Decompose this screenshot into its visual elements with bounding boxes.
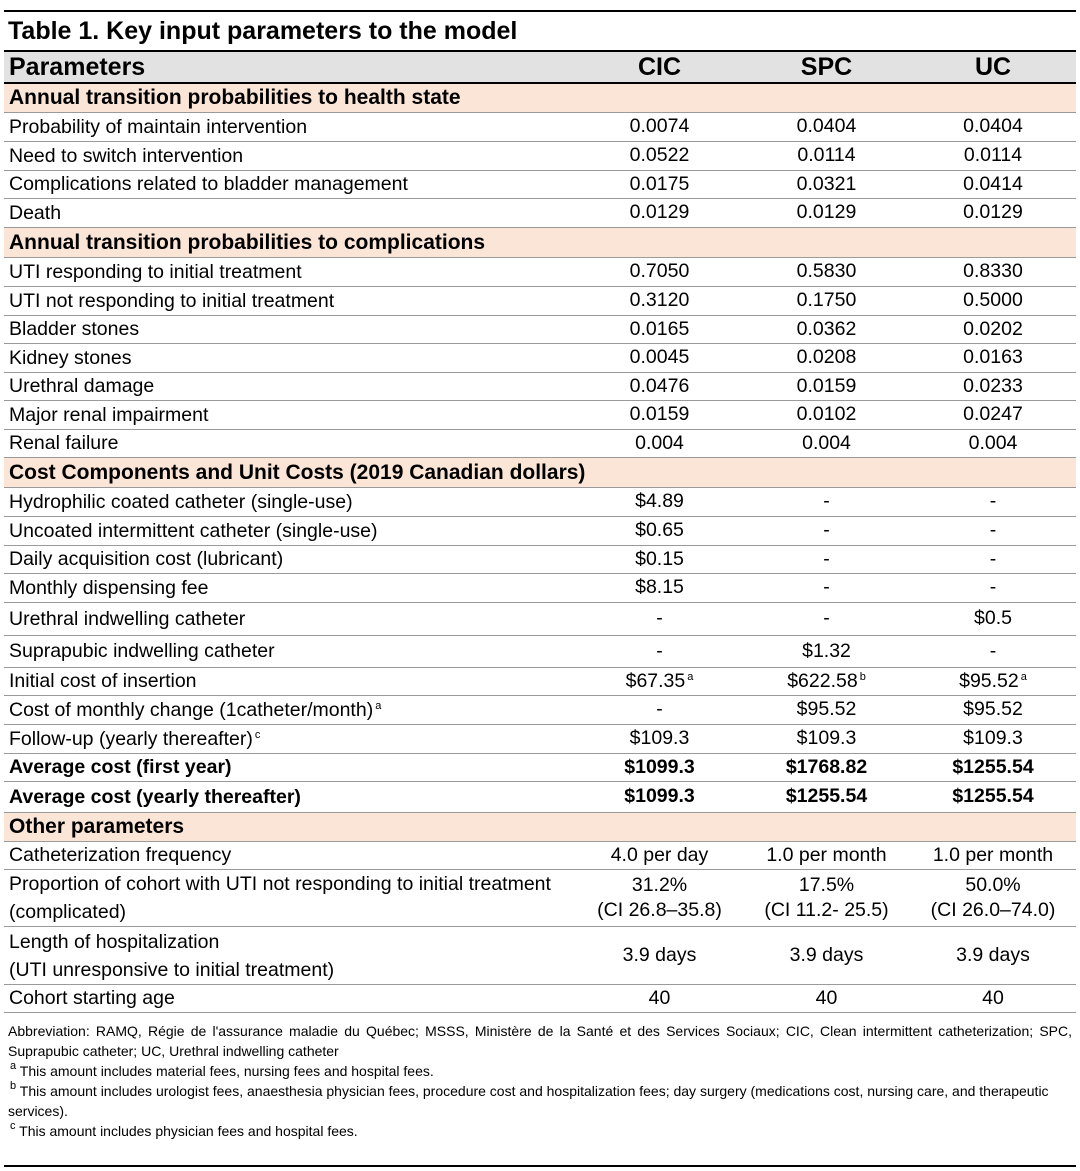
value-cic-text: 0.0045 xyxy=(629,346,690,369)
parameter-label xyxy=(4,231,576,255)
value-cic xyxy=(576,606,743,631)
value-cic xyxy=(576,288,743,313)
value-uc-text: 0.0247 xyxy=(963,403,1023,426)
value-cic xyxy=(576,873,743,924)
parameter-label-text: Death xyxy=(9,201,62,224)
value-spc xyxy=(743,726,910,751)
table-row xyxy=(4,287,1076,316)
section-row xyxy=(4,458,1076,488)
table-row xyxy=(4,696,1076,725)
value-footnote-marker: a xyxy=(1020,670,1027,683)
parameter-label-text: Cost Components and Unit Costs (2019 Canadian dollars) xyxy=(9,460,586,484)
value-cic xyxy=(576,114,743,139)
value-spc-text: 0.0208 xyxy=(796,346,857,369)
value-spc-text: $1255.54 xyxy=(785,785,868,808)
value-cic-text: 31.2% xyxy=(631,873,688,896)
value-cic-text: - xyxy=(656,607,663,630)
parameter-label xyxy=(4,870,576,926)
parameter-label xyxy=(4,290,576,313)
parameter-label-text: UTI responding to initial treatment xyxy=(9,260,302,283)
parameter-label-text: Daily acquisition cost (lubricant) xyxy=(9,548,284,570)
parameter-label-text: Annual transition probabilities to health state xyxy=(9,86,461,109)
value-cic xyxy=(576,726,743,751)
value-spc-text: 1.0 per month xyxy=(766,843,887,866)
value-uc-text: $95.52 xyxy=(963,698,1023,721)
value-spc xyxy=(743,873,910,924)
value-uc xyxy=(910,575,1076,600)
parameter-label xyxy=(4,460,586,485)
value-uc xyxy=(910,172,1076,197)
value-spc xyxy=(743,345,910,370)
value-uc xyxy=(910,943,1076,968)
value-spc xyxy=(743,143,910,168)
table-row xyxy=(4,488,1076,517)
parameter-label-text: Hydrophilic coated catheter (single-use) xyxy=(9,490,353,513)
parameter-label-text: Cost of monthly change (1catheter/month) xyxy=(9,698,374,721)
value-cic-text: $0.15 xyxy=(635,547,684,570)
value-spc xyxy=(743,697,910,722)
parameter-label-text: Uncoated intermittent catheter (single-use) xyxy=(9,519,378,542)
value-uc-text: $1255.54 xyxy=(952,785,1034,808)
parameter-label xyxy=(4,699,576,722)
value-spc-text: 0.5830 xyxy=(796,260,857,283)
table-row xyxy=(4,316,1076,344)
value-uc-text: $95.52 xyxy=(959,669,1019,692)
value-spc-text: $109.3 xyxy=(796,727,857,750)
value-uc-text: 0.004 xyxy=(968,431,1018,454)
value-uc-text: 0.8330 xyxy=(963,260,1023,283)
parameter-label-text: Proportion of cohort with UTI not responding to initial treatment (complicated) xyxy=(9,873,551,923)
table-row xyxy=(4,171,1076,199)
bottom-rule xyxy=(4,1165,1076,1167)
value-spc-text: - xyxy=(823,547,830,570)
value-uc xyxy=(910,317,1076,342)
table-row xyxy=(4,344,1076,373)
table-row xyxy=(4,199,1076,228)
value-cic-ci: (CI 26.8–35.8) xyxy=(597,899,722,921)
parameter-label xyxy=(4,786,576,809)
value-spc xyxy=(743,317,910,342)
value-uc-text: 0.0202 xyxy=(963,317,1023,340)
value-cic-text: $1099.3 xyxy=(624,785,695,808)
parameter-label-text: Other parameters xyxy=(9,815,185,838)
value-spc xyxy=(743,606,910,631)
value-spc-text: 0.0114 xyxy=(797,144,856,167)
value-spc-text: $1768.82 xyxy=(785,755,868,778)
footnote-c-marker: c xyxy=(10,1120,16,1132)
value-cic-text: $67.35 xyxy=(625,669,686,692)
value-spc-text: 3.9 days xyxy=(789,943,864,966)
table-row xyxy=(4,754,1076,782)
value-uc xyxy=(910,431,1076,456)
header-uc: UC xyxy=(974,52,1012,81)
value-spc xyxy=(743,639,910,664)
value-cic-text: - xyxy=(656,698,663,721)
value-uc xyxy=(910,669,1076,694)
value-uc xyxy=(910,697,1076,722)
parameter-label xyxy=(4,375,576,398)
value-cic xyxy=(576,172,743,197)
parameter-label-line2: (UTI unresponsive to initial treatment) xyxy=(9,958,335,981)
table-title: Table 1. Key input parameters to the model xyxy=(8,17,518,45)
value-uc xyxy=(910,843,1076,868)
parameter-label xyxy=(4,318,576,341)
value-uc xyxy=(910,518,1076,543)
header-spc: SPC xyxy=(800,52,853,81)
table-row xyxy=(4,401,1076,430)
value-uc xyxy=(910,755,1076,780)
value-spc xyxy=(743,755,910,780)
value-cic xyxy=(576,697,743,722)
value-uc-text: $109.3 xyxy=(963,727,1023,750)
value-cic-text: 0.0522 xyxy=(629,144,690,167)
value-cic-text: $8.15 xyxy=(635,576,684,599)
value-uc-text: $0.5 xyxy=(974,607,1012,630)
value-cic-text: 0.7050 xyxy=(629,260,690,283)
value-cic xyxy=(576,986,743,1011)
value-uc-text: - xyxy=(989,519,997,542)
parameter-label xyxy=(4,844,576,867)
header-parameters: Parameters xyxy=(9,52,146,81)
value-spc xyxy=(743,943,910,968)
table-row xyxy=(4,113,1076,142)
parameter-label-text: Bladder stones xyxy=(9,318,140,340)
value-spc xyxy=(743,259,910,284)
section-row xyxy=(4,813,1076,842)
parameter-label xyxy=(4,548,576,571)
value-footnote-marker: b xyxy=(859,670,866,683)
value-uc xyxy=(910,143,1076,168)
parameter-label-text: Cohort starting age xyxy=(9,987,175,1009)
value-cic xyxy=(576,575,743,600)
value-spc-text: - xyxy=(823,490,830,513)
value-spc xyxy=(743,172,910,197)
value-spc-text: 0.0102 xyxy=(796,403,857,426)
value-cic xyxy=(576,943,743,968)
parameter-label-text: Catheterization frequency xyxy=(9,844,232,866)
value-spc-text: 0.0321 xyxy=(796,172,857,195)
table-row xyxy=(4,142,1076,171)
value-cic xyxy=(576,402,743,427)
value-uc-text: 0.0114 xyxy=(963,144,1023,167)
parameter-label-text: Kidney stones xyxy=(9,346,132,369)
value-cic-text: 4.0 per day xyxy=(610,843,709,866)
parameter-label xyxy=(4,815,576,839)
value-cic xyxy=(576,843,743,868)
value-uc-text: 0.0129 xyxy=(963,201,1023,224)
footnote-a xyxy=(8,1061,1072,1081)
table-row xyxy=(4,985,1076,1013)
value-uc-text: 0.0414 xyxy=(963,172,1023,195)
value-spc xyxy=(743,402,910,427)
top-rule xyxy=(4,10,1076,12)
value-spc-text: 0.0129 xyxy=(796,201,857,224)
table-row xyxy=(4,927,1076,985)
table-row xyxy=(4,258,1076,287)
value-cic-text: 0.0175 xyxy=(629,172,690,195)
value-uc xyxy=(910,547,1076,572)
value-uc-text: $1255.54 xyxy=(952,755,1034,778)
value-uc-text: - xyxy=(989,547,997,570)
value-uc-text: - xyxy=(989,490,997,513)
parameter-label-text: Annual transition probabilities to complications xyxy=(9,230,486,254)
parameter-label-text: Length of hospitalization xyxy=(9,930,220,953)
parameter-label-text: Monthly dispensing fee xyxy=(9,576,209,599)
value-uc xyxy=(910,114,1076,139)
value-spc-text: 17.5% xyxy=(798,873,855,896)
footnote-b-marker: b xyxy=(10,1080,17,1092)
value-spc-text: 0.0159 xyxy=(796,374,857,397)
parameter-label xyxy=(4,347,576,370)
parameter-label xyxy=(4,928,576,984)
value-spc xyxy=(743,288,910,313)
table-row xyxy=(4,842,1076,870)
value-uc-text: - xyxy=(989,576,997,599)
parameter-label-text: Suprapubic indwelling catheter xyxy=(9,640,275,662)
parameter-label-text: Initial cost of insertion xyxy=(9,670,197,692)
footnote-a-marker: a xyxy=(10,1060,17,1072)
parameter-label xyxy=(4,728,576,751)
value-cic xyxy=(576,755,743,780)
value-uc-text: 0.0163 xyxy=(963,346,1023,369)
parameter-label-text: UTI not responding to initial treatment xyxy=(9,289,335,312)
value-spc-ci: (CI 11.2- 25.5) xyxy=(764,899,889,921)
parameter-label-text: Renal failure xyxy=(9,432,119,454)
value-spc-text: - xyxy=(823,576,830,599)
footnote-c-text: This amount includes physician fees and hospital fees. xyxy=(19,1123,358,1139)
value-cic xyxy=(576,200,743,225)
value-cic-text: $4.89 xyxy=(635,490,684,513)
parameter-label xyxy=(4,173,576,196)
value-cic-text: 0.0476 xyxy=(629,374,690,397)
table-body xyxy=(4,84,1076,1013)
parameter-label-text: Average cost (first year) xyxy=(9,756,232,778)
value-uc-text: 40 xyxy=(982,986,1004,1009)
parameter-label xyxy=(4,404,576,427)
value-cic xyxy=(576,547,743,572)
table-row xyxy=(4,636,1076,668)
value-uc-text: - xyxy=(989,639,997,662)
value-cic xyxy=(576,518,743,543)
value-uc xyxy=(910,489,1076,514)
value-spc xyxy=(743,114,910,139)
value-cic-text: 0.0159 xyxy=(629,403,690,426)
table-row xyxy=(4,870,1076,927)
table-row xyxy=(4,574,1076,603)
table-footnotes xyxy=(8,1021,1072,1141)
footnote-b-text: This amount includes urologist fees, anaesthesia physician fees, procedure cost and hospitalization fees; day surgery (medications cost, nursing care, and therapeutic services). xyxy=(8,1083,1049,1119)
value-spc-text: 0.004 xyxy=(802,431,851,454)
value-uc xyxy=(910,639,1076,664)
value-cic xyxy=(576,431,743,456)
table-row xyxy=(4,546,1076,574)
footnote-b xyxy=(8,1081,1072,1121)
value-uc-text: 0.0233 xyxy=(963,374,1023,397)
parameter-label xyxy=(4,202,576,225)
parameter-label xyxy=(4,520,576,543)
value-uc xyxy=(910,726,1076,751)
value-cic-text: 0.0129 xyxy=(629,201,690,224)
header-cic: CIC xyxy=(637,52,682,81)
parameter-label xyxy=(4,86,576,110)
parameter-label xyxy=(4,640,576,663)
value-spc-text: $95.52 xyxy=(796,698,857,721)
parameter-label-text: Complications related to bladder management xyxy=(9,173,408,195)
value-uc xyxy=(910,986,1076,1011)
value-cic-text: $1099.3 xyxy=(624,755,695,778)
parameter-label xyxy=(4,756,576,779)
table-row xyxy=(4,668,1076,696)
parameter-label-text: Probability of maintain intervention xyxy=(9,115,308,138)
value-uc xyxy=(910,259,1076,284)
section-row xyxy=(4,84,1076,113)
value-cic xyxy=(576,317,743,342)
value-spc xyxy=(743,986,910,1011)
value-uc-text: 0.5000 xyxy=(963,289,1023,312)
value-spc-text: - xyxy=(823,519,830,542)
value-cic-text: 40 xyxy=(648,986,671,1009)
value-spc-text: $622.58 xyxy=(787,669,858,692)
parameter-label-text: Urethral damage xyxy=(9,375,155,397)
parameter-label-text: Urethral indwelling catheter xyxy=(9,607,246,630)
value-spc-text: 0.0404 xyxy=(796,115,857,138)
parameter-label-text: Follow-up (yearly thereafter) xyxy=(9,727,253,750)
label-footnote-marker: a xyxy=(375,699,382,712)
value-spc xyxy=(743,843,910,868)
value-uc-text: 1.0 per month xyxy=(932,843,1054,866)
value-uc-text: 0.0404 xyxy=(963,115,1023,138)
parameter-label xyxy=(4,577,576,600)
value-cic xyxy=(576,669,743,694)
value-cic-text: $0.65 xyxy=(635,519,684,542)
table-row xyxy=(4,373,1076,401)
value-cic xyxy=(576,259,743,284)
value-spc xyxy=(743,547,910,572)
footnote-c xyxy=(8,1121,1072,1141)
value-uc xyxy=(910,288,1076,313)
value-uc xyxy=(910,200,1076,225)
parameter-label-text: Average cost (yearly thereafter) xyxy=(9,785,301,808)
table-row xyxy=(4,725,1076,754)
parameter-label xyxy=(4,491,576,514)
value-cic-text: 0.3120 xyxy=(629,289,690,312)
value-uc xyxy=(910,606,1076,631)
value-spc-text: $1.32 xyxy=(802,639,851,662)
value-uc-text: 50.0% xyxy=(965,873,1021,896)
abbreviation-note: Abbreviation: RAMQ, Régie de l'assurance maladie du Québec; MSSS, Ministère de la Santé et des Services Sociaux; CIC, Clean intermittent catheterization; SPC, Suprapubic catheter; UC, Urethral indwelling catheter xyxy=(8,1023,1072,1059)
value-spc xyxy=(743,200,910,225)
value-spc xyxy=(743,374,910,399)
value-uc xyxy=(910,784,1076,809)
value-spc xyxy=(743,431,910,456)
value-uc-ci: (CI 26.0–74.0) xyxy=(930,899,1056,921)
value-uc xyxy=(910,374,1076,399)
value-spc xyxy=(743,489,910,514)
value-cic-text: $109.3 xyxy=(629,727,690,750)
value-footnote-marker: a xyxy=(687,670,694,683)
value-uc-text: 3.9 days xyxy=(956,943,1030,966)
parameter-label xyxy=(4,608,576,631)
table-header-row xyxy=(4,50,1076,84)
value-cic-text: - xyxy=(656,639,663,662)
parameter-label-text: Need to switch intervention xyxy=(9,144,244,167)
section-row xyxy=(4,228,1076,258)
parameter-label xyxy=(4,116,576,139)
value-spc xyxy=(743,784,910,809)
parameter-label xyxy=(4,670,576,693)
value-spc-text: 0.1750 xyxy=(796,289,857,312)
parameter-label xyxy=(4,145,576,168)
table-row xyxy=(4,603,1076,636)
footnote-a-text: This amount includes material fees, nursing fees and hospital fees. xyxy=(19,1063,434,1079)
value-cic xyxy=(576,784,743,809)
value-cic-text: 3.9 days xyxy=(622,943,697,966)
table-row xyxy=(4,430,1076,458)
value-spc-text: - xyxy=(823,607,830,630)
value-spc xyxy=(743,518,910,543)
value-cic xyxy=(576,489,743,514)
value-spc-text: 40 xyxy=(815,986,838,1009)
value-cic xyxy=(576,345,743,370)
value-uc xyxy=(910,402,1076,427)
table-row xyxy=(4,782,1076,813)
value-cic xyxy=(576,374,743,399)
table-row xyxy=(4,517,1076,546)
value-uc xyxy=(910,345,1076,370)
parameters-table xyxy=(4,50,1076,1013)
parameter-label-text: Major renal impairment xyxy=(9,403,209,426)
label-footnote-marker: c xyxy=(254,728,261,741)
value-cic xyxy=(576,143,743,168)
value-spc xyxy=(743,669,910,694)
value-cic-text: 0.0074 xyxy=(629,115,690,138)
value-cic xyxy=(576,639,743,664)
parameter-label xyxy=(4,987,576,1010)
value-cic-text: 0.0165 xyxy=(629,317,690,340)
value-spc-text: 0.0362 xyxy=(796,317,857,340)
parameter-label xyxy=(4,261,576,284)
value-spc xyxy=(743,575,910,600)
value-cic-text: 0.004 xyxy=(635,431,684,454)
parameter-label xyxy=(4,432,576,455)
value-uc xyxy=(910,873,1076,924)
